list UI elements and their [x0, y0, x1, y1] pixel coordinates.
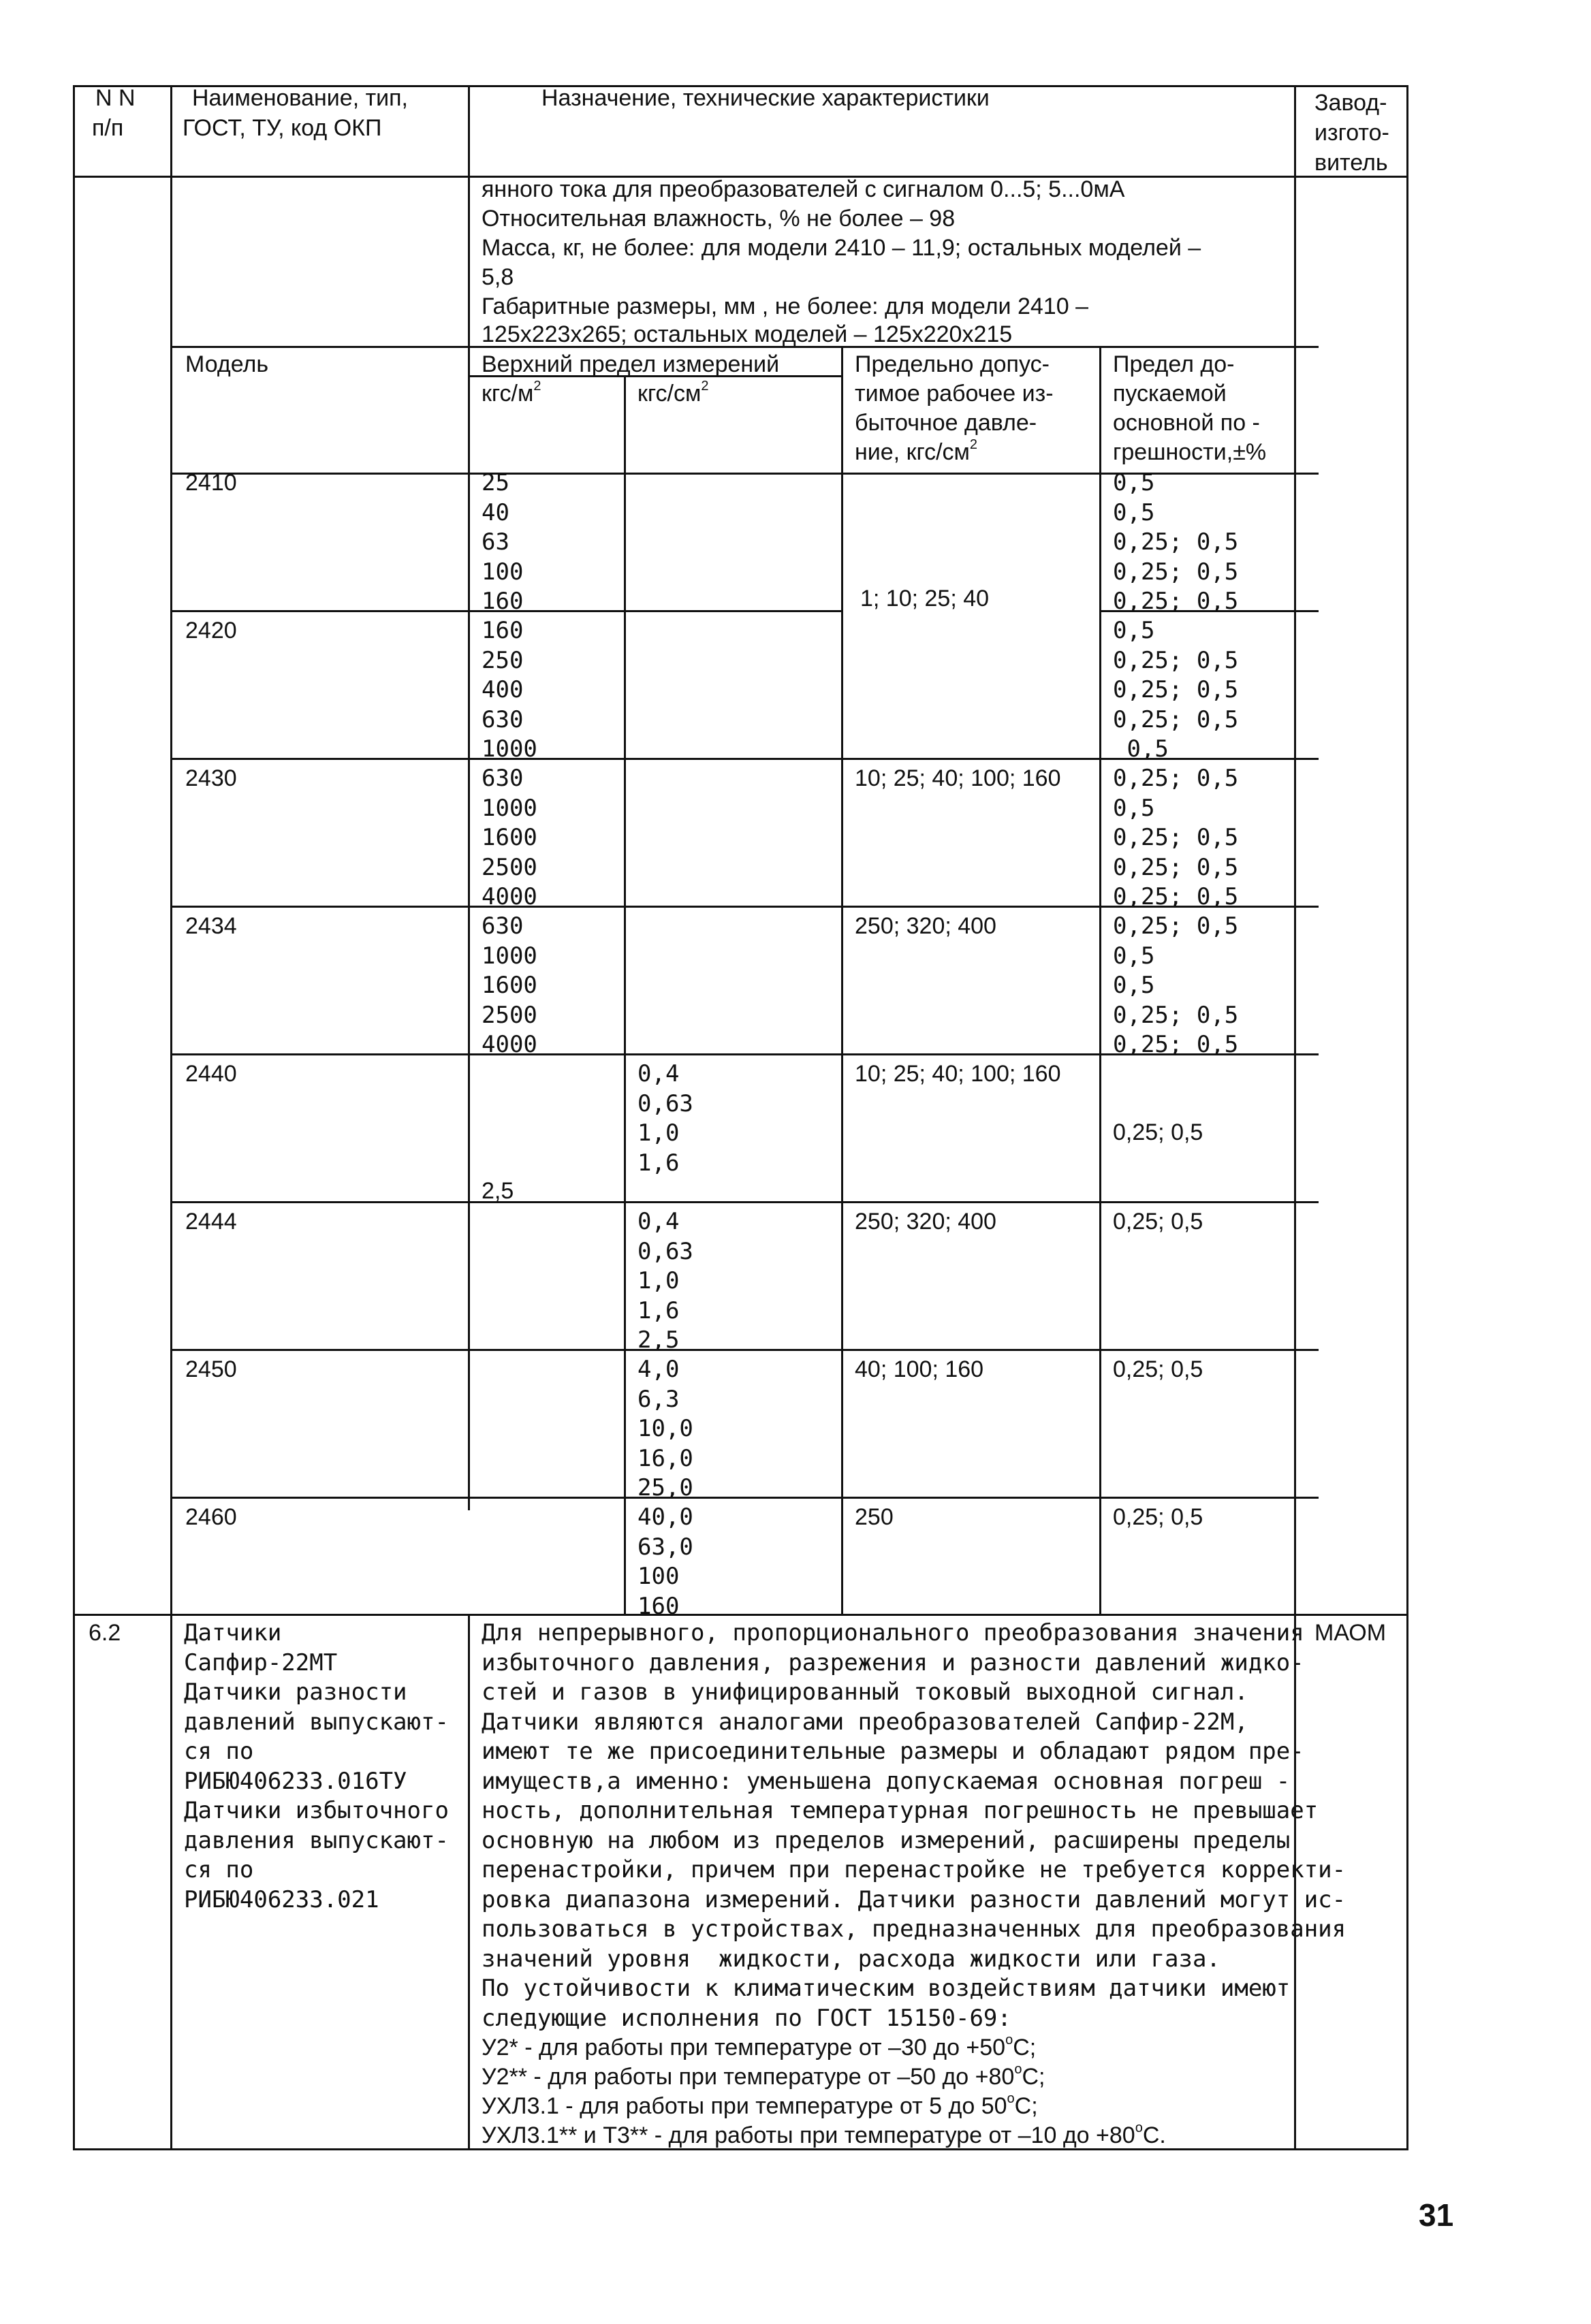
col-divider-name: [170, 85, 172, 2150]
error-header-line1: Предел до-: [1113, 351, 1235, 377]
item62-number: 6.2: [89, 1620, 121, 1646]
table-cell-col1: 630 1000 1600 2500 4000: [482, 912, 537, 1058]
table-cell-error: 0,25; 0,5 0,5 0,25; 0,5 0,25; 0,5 0,25; 0,5: [1113, 765, 1239, 910]
table-row-model: 2450: [185, 1356, 237, 1382]
header-purpose: Назначение, технические характеристики: [541, 85, 990, 111]
climate-line-u2-double: У2** - для работы при температуре от –50 до $+80^oС$;: [482, 2061, 1045, 2090]
row-border-2450: [172, 1497, 1319, 1499]
header-num-line1: N N: [95, 85, 136, 111]
table-cell-col2: 40,0 63,0 100 160: [637, 1503, 693, 1620]
continuation-line-4: 5,8: [482, 264, 514, 290]
table-cell-error: 0,25; 0,5: [1113, 1209, 1203, 1235]
table-cell-col1: 2,5: [482, 1178, 514, 1204]
table-row-model: 2420: [185, 618, 237, 643]
table-cell-pressure: 10; 25; 40; 100; 160: [855, 1061, 1061, 1087]
col-divider-purpose: [468, 85, 470, 1510]
table-row-model: 2430: [185, 765, 237, 791]
continuation-line-6: 125x223x265; остальных моделей – 125x220x215: [482, 321, 1013, 347]
col-divider-error: [1099, 346, 1101, 1614]
table-cell-error: 0,25; 0,5: [1113, 1119, 1203, 1145]
header-maker-line3: витель: [1314, 150, 1388, 176]
table-cell-col1: 630 1000 1600 2500 4000: [482, 765, 537, 910]
pressure-header-line3: быточное давле-: [855, 410, 1037, 436]
table-cell-error: 0,25; 0,5: [1113, 1504, 1203, 1530]
pressure-header-line4: ние, кгс/$см^2$: [855, 436, 978, 465]
header-name-line2: ГОСТ, ТУ, код ОКП: [183, 115, 382, 141]
pressure-header-line1: Предельно допус-: [855, 351, 1050, 377]
table-cell-pressure: 40; 100; 160: [855, 1356, 984, 1382]
item62-description: Для непрерывного, пропорционального преобразования значения избыточного давления, разрежения и разности давлений жидко- стей и газов в унифицированный токовый выходной сигнал. Датчики являются аналогами преобразователей Сапфир-22М, имеют те же присоединительные размеры и обладают рядом пре- имуществ,а именно: уменьшена допускаемая основная погреш - ность, дополнительная температурная погрешность не превышает основную на любом из пределов измерений, расширены пределы перенастройки, причем при перенастройке не требуется корректи- ровка диапазона измерений. Датчики разности давлений могут ис- пользоваться в устройствах, предназначенных для преобразования значений уровня жидкости, расхода жидкости или газа. По устойчивости к климатическим воздействиям датчики имеют следующие исполнения по ГОСТ 15150-69:: [482, 1619, 1346, 2032]
header-maker-line2: изгото-: [1314, 120, 1389, 146]
climate-line-uhl31: УХЛ3.1 - для работы при температуре от 5 до 50$^o$С;: [482, 2090, 1038, 2119]
merged-pressure: 1; 10; 25; 40: [860, 586, 990, 611]
continuation-line-5: Габаритные размеры, мм , не более: для модели 2410 –: [482, 293, 1088, 319]
page-number: 31: [1419, 2197, 1454, 2233]
table-row-model: 2410: [185, 470, 237, 496]
unit-kgs-cm2: кгс/$см^2$: [637, 378, 709, 407]
header-num-line2: п/п: [92, 115, 124, 141]
table-cell-col1: 160 250 400 630 1000: [482, 617, 537, 763]
unit-kgs-m2: кгс/$м^2$: [482, 378, 541, 407]
item62-name: Датчики Сапфир-22МТ Датчики разности давлений выпускают- ся по РИБЮ406233.016ТУ Датчики избыточного давления выпускают- ся по РИБЮ406233.021: [184, 1619, 449, 1913]
continuation-line-2: Относительная влажность, % не более – 98: [482, 206, 956, 232]
continuation-line-1: янного тока для преобразователей с сигналом 0...5; 5...0мА: [482, 176, 1125, 202]
table-row-model: 2440: [185, 1061, 237, 1087]
table-cell-pressure: 10; 25; 40; 100; 160: [855, 765, 1061, 791]
table-cell-pressure: 250; 320; 400: [855, 913, 996, 939]
item62-top-border: [73, 1614, 1408, 1616]
pressure-header-line2: тимое рабочее из-: [855, 381, 1054, 407]
item62-maker: МАОМ: [1314, 1620, 1387, 1646]
table-cell-error: 0,25; 0,5: [1113, 1356, 1203, 1382]
table-cell-pressure: 250; 320; 400: [855, 1209, 996, 1235]
table-row-model: 2444: [185, 1209, 237, 1235]
table-cell-col2: 4,0 6,3 10,0 16,0 25,0: [637, 1356, 693, 1501]
error-header-line2: пускаемой: [1113, 381, 1227, 407]
continuation-line-3: Масса, кг, не более: для модели 2410 – 11,9; остальных моделей –: [482, 235, 1201, 261]
climate-line-u2: У2* - для работы при температуре от –30 до $+50^oС$;: [482, 2032, 1037, 2060]
table-cell-error: 0,25; 0,5 0,5 0,5 0,25; 0,5 0,25; 0,5: [1113, 912, 1239, 1058]
table-cell-col2: 0,4 0,63 1,0 1,6 2,5: [637, 1208, 693, 1354]
row-border-2440: [172, 1201, 1319, 1203]
table-cell-pressure: 250: [855, 1504, 894, 1530]
table-row-model: 2434: [185, 913, 237, 939]
table-left-border: [73, 85, 75, 2150]
table-cell-col2: 0,4 0,63 1,0 1,6: [637, 1060, 693, 1177]
table-cell-col1: 25 40 63 100 160: [482, 469, 524, 615]
error-header-line3: основной по -: [1113, 410, 1260, 436]
table-right-border: [1406, 85, 1408, 2150]
climate-line-uhl31-t3: УХЛ3.1** и Т3** - для работы при температуре от –10 до $+80^oС$.: [482, 2120, 1166, 2148]
upper-limit-header: Верхний предел измерений: [482, 351, 780, 377]
col-divider-purpose-item62: [468, 1614, 470, 2150]
error-header-line4: грешности,±%: [1113, 439, 1267, 465]
row-border-2444: [172, 1349, 1319, 1351]
table-row-model: 2460: [185, 1504, 237, 1530]
header-maker-line1: Завод-: [1314, 90, 1387, 116]
header-name-line1: Наименование, тип,: [192, 85, 409, 111]
model-header: Модель: [185, 351, 269, 377]
col-divider-col2: [624, 375, 626, 1614]
table-cell-error: 0,5 0,25; 0,5 0,25; 0,5 0,25; 0,5 0,5: [1113, 617, 1239, 763]
col-divider-pressure: [841, 346, 843, 1614]
table-cell-error: 0,5 0,5 0,25; 0,5 0,25; 0,5 0,25; 0,5: [1113, 469, 1239, 615]
